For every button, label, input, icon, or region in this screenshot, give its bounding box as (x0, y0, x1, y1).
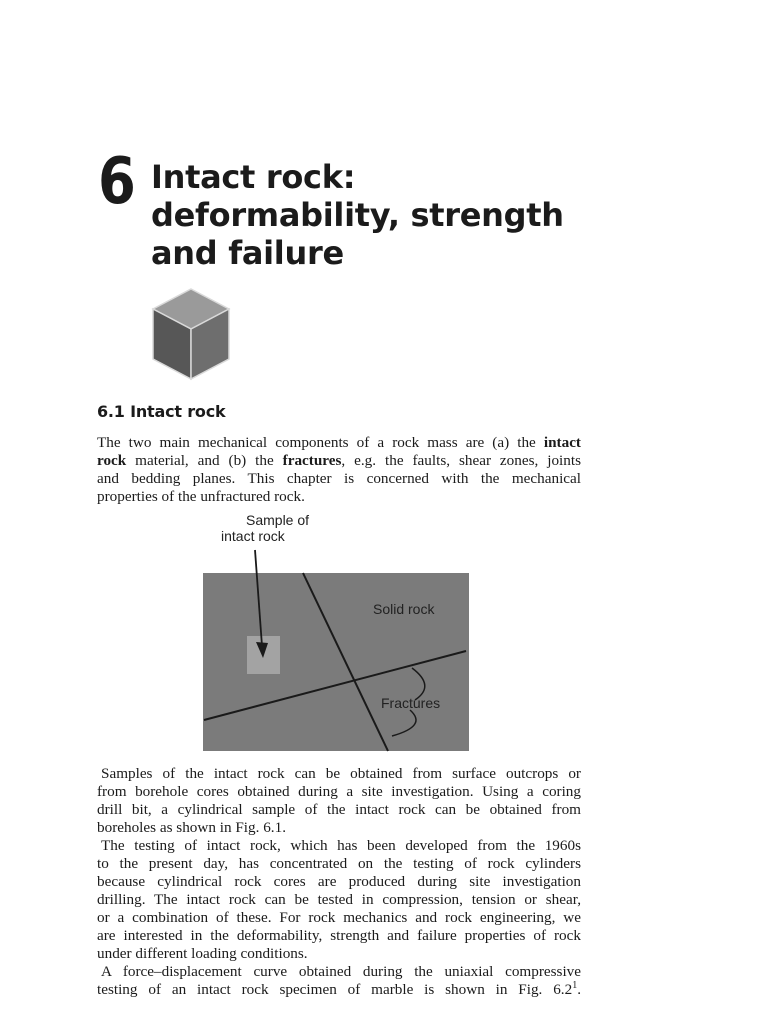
text-line: testing of an intact rock specimen of marble is shown in Fig. $6.2^1$. (97, 979, 581, 998)
intro-paragraph (97, 434, 581, 506)
text-line: from borehole cores obtained during a site investigation. Using a coring (97, 783, 581, 800)
sample-callout-label: Sample of (246, 512, 310, 528)
text-line: because cylindrical rock cores are produced during site investigation (97, 873, 581, 890)
text-line: are interested in the deformability, strength and failure properties of rock (97, 927, 581, 944)
text-line: The two main mechanical components of a rock mass are (a) the intact (97, 434, 581, 451)
footnote-marker: 1 (572, 979, 578, 991)
term-fractures: fractures (282, 452, 342, 469)
rock-mass-figure (200, 512, 472, 757)
text-line: properties of the unfractured rock. (97, 488, 305, 505)
term-rock: rock (97, 452, 127, 469)
text-line: to the present day, has concentrated on the testing of rock cylinders (97, 855, 581, 872)
body-paragraph (97, 837, 581, 963)
term-intact: intact (543, 434, 581, 451)
text-line: boreholes as shown in Fig. 6.1. (97, 819, 286, 836)
text-line: or a combination of these. For rock mechanics and rock engineering, we (97, 909, 581, 926)
chapter-title (151, 158, 621, 272)
text-line: under different loading conditions. (97, 945, 308, 962)
chapter-title-line: Intact rock: (151, 158, 356, 196)
chapter-number: 6 (98, 145, 135, 219)
text-line: drilling. The intact rock can be tested in compression, tension or shear, (97, 891, 581, 908)
text-line: Samples of the intact rock can be obtained from surface outcrops or (101, 765, 581, 782)
sample-callout-label: intact rock (221, 528, 285, 544)
section-heading: 6.1 Intact rock (97, 402, 226, 421)
text-line: drill bit, a cylindrical sample of the intact rock can be obtained from (97, 801, 581, 818)
text-line: and bedding planes. This chapter is concerned with the mechanical (97, 470, 581, 487)
rock-block (203, 573, 469, 751)
body-paragraph (97, 963, 581, 999)
cube-icon (149, 287, 233, 381)
chapter-title-line: and failure (151, 234, 344, 272)
fractures-label: Fractures (381, 695, 441, 711)
text-line: A force–displacement curve obtained during the uniaxial compressive (101, 963, 581, 980)
solid-rock-label: Solid rock (373, 601, 435, 617)
body-paragraph (97, 765, 581, 837)
text-line: rock material, and (b) the fractures, e.g. the faults, shear zones, joints (97, 452, 581, 469)
text-line: The testing of intact rock, which has been developed from the 1960s (101, 837, 581, 854)
chapter-title-line: deformability, strength (151, 196, 564, 234)
